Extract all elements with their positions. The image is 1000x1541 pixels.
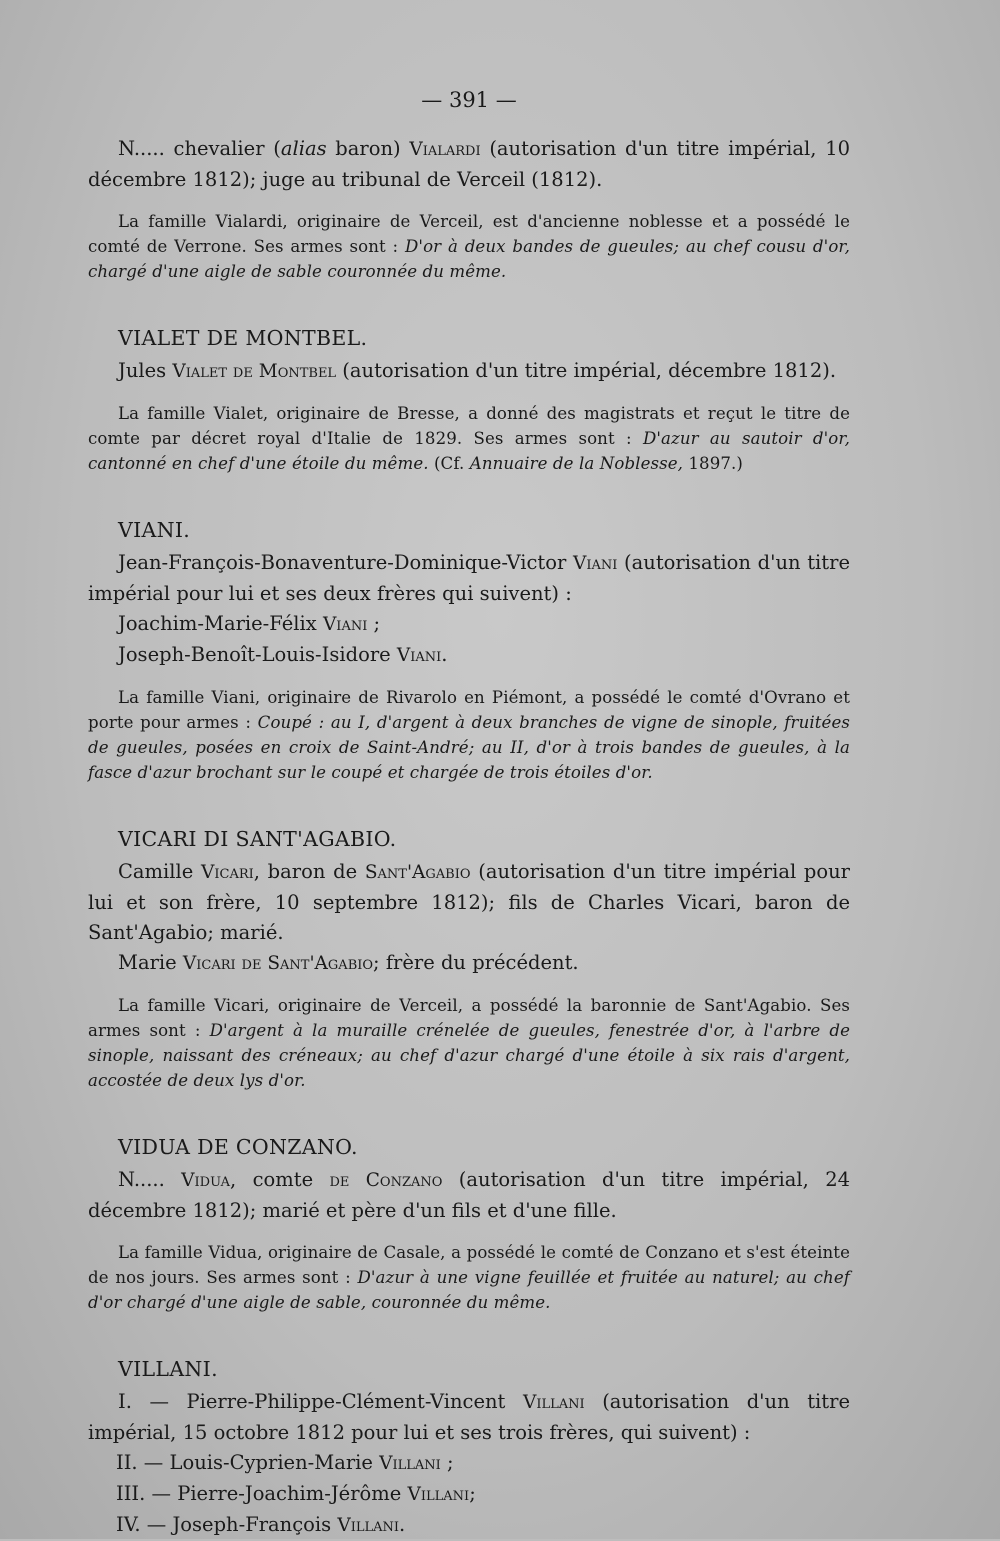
heading-vidua: VIDUA DE CONZANO. — [118, 1135, 358, 1159]
note-viani: La famille Viani, originaire de Rivarolo en Piémont, a possédé le comté d'Ovrano et porte pour armes : Coupé : au I, d'argent à deux branches de vigne de sinople, fruitées de gueules, posées en croix de Saint-André; au II, d'or à trois bandes de gueules, à la fasce d'azur brochant sur le coupé et chargée de trois étoiles d'or. — [88, 688, 850, 782]
entry-villani-4: IV. — Joseph-François Villani. — [116, 1513, 406, 1536]
entry-vialet: Jules Vialet de Montbel (autorisation d'un titre impérial, décembre 1812). — [118, 359, 837, 382]
entry-viani: Jean-François-Bonaventure-Dominique-Victor Viani (autorisation d'un titre impérial pour lui et ses deux frères qui suivent) : — [88, 551, 850, 605]
entry-viani-joseph: Joseph-Benoît-Louis-Isidore Viani. — [118, 643, 448, 666]
note-vialardi: La famille Vialardi, originaire de Verceil, est d'ancienne noblesse et a possédé le comté de Verrone. Ses armes sont : D'or à deux bandes de gueules; au chef cousu d'or, chargé d'une aigle de sable couronnée du même. — [88, 212, 850, 281]
heading-vicari: VICARI DI SANT'AGABIO. — [118, 827, 397, 851]
heading-vialet: VIALET DE MONTBEL. — [118, 326, 368, 350]
entry-vialardi: N..... chevalier (alias baron) Vialardi (autorisation d'un titre impérial, 10 décembre 1812); juge au tribunal de Verceil (1812). — [88, 137, 851, 191]
note-vialet: La famille Vialet, originaire de Bresse, a donné des magistrats et reçut le titre de comte par décret royal d'Italie de 1829. Ses armes sont : D'azur au sautoir d'or, cantonné en chef d'une étoile du même. (Cf. Annuaire de la Noblesse, 1897.) — [88, 404, 850, 473]
heading-villani: VILLANI. — [118, 1357, 218, 1381]
note-vidua: La famille Vidua, originaire de Casale, a possédé le comté de Conzano et s'est éteinte de nos jours. Ses armes sont : D'azur à une vigne feuillée et fruitée au naturel; au chef d'or chargé d'une aigle de sable, couronnée du même. — [88, 1243, 850, 1312]
entry-viani-joachim: Joachim-Marie-Félix Viani ; — [118, 612, 381, 635]
entry-villani-1: I. — Pierre-Philippe-Clément-Vincent Villani (autorisation d'un titre impérial, 15 octobre 1812 pour lui et ses trois frères, qui suivent) : — [88, 1390, 850, 1444]
heading-viani: VIANI. — [118, 518, 191, 542]
page-number: — 391 — — [421, 88, 517, 112]
entry-vicari-camille: Camille Vicari, baron de Sant'Agabio (autorisation d'un titre impérial pour lui et son frère, 10 septembre 1812); fils de Charles Vicari, baron de Sant'Agabio; marié. — [88, 860, 850, 944]
entry-vidua: N..... Vidua, comte de Conzano (autorisation d'un titre impérial, 24 décembre 1812); marié et père d'un fils et d'une fille. — [88, 1168, 851, 1222]
entry-vicari-marie: Marie Vicari de Sant'Agabio; frère du précédent. — [118, 951, 579, 974]
entry-villani-3: III. — Pierre-Joachim-Jérôme Villani; — [116, 1482, 476, 1505]
note-vicari: La famille Vicari, originaire de Verceil, a possédé la baronnie de Sant'Agabio. Ses armes sont : D'argent à la muraille crénelée de gueules, fenestrée d'or, à l'arbre de sinople, naissant des créneaux; au chef d'azur chargé d'une étoile à six rais d'argent, accostée de deux lys d'or. — [88, 996, 850, 1090]
entry-villani-2: II. — Louis-Cyprien-Marie Villani ; — [116, 1451, 454, 1474]
